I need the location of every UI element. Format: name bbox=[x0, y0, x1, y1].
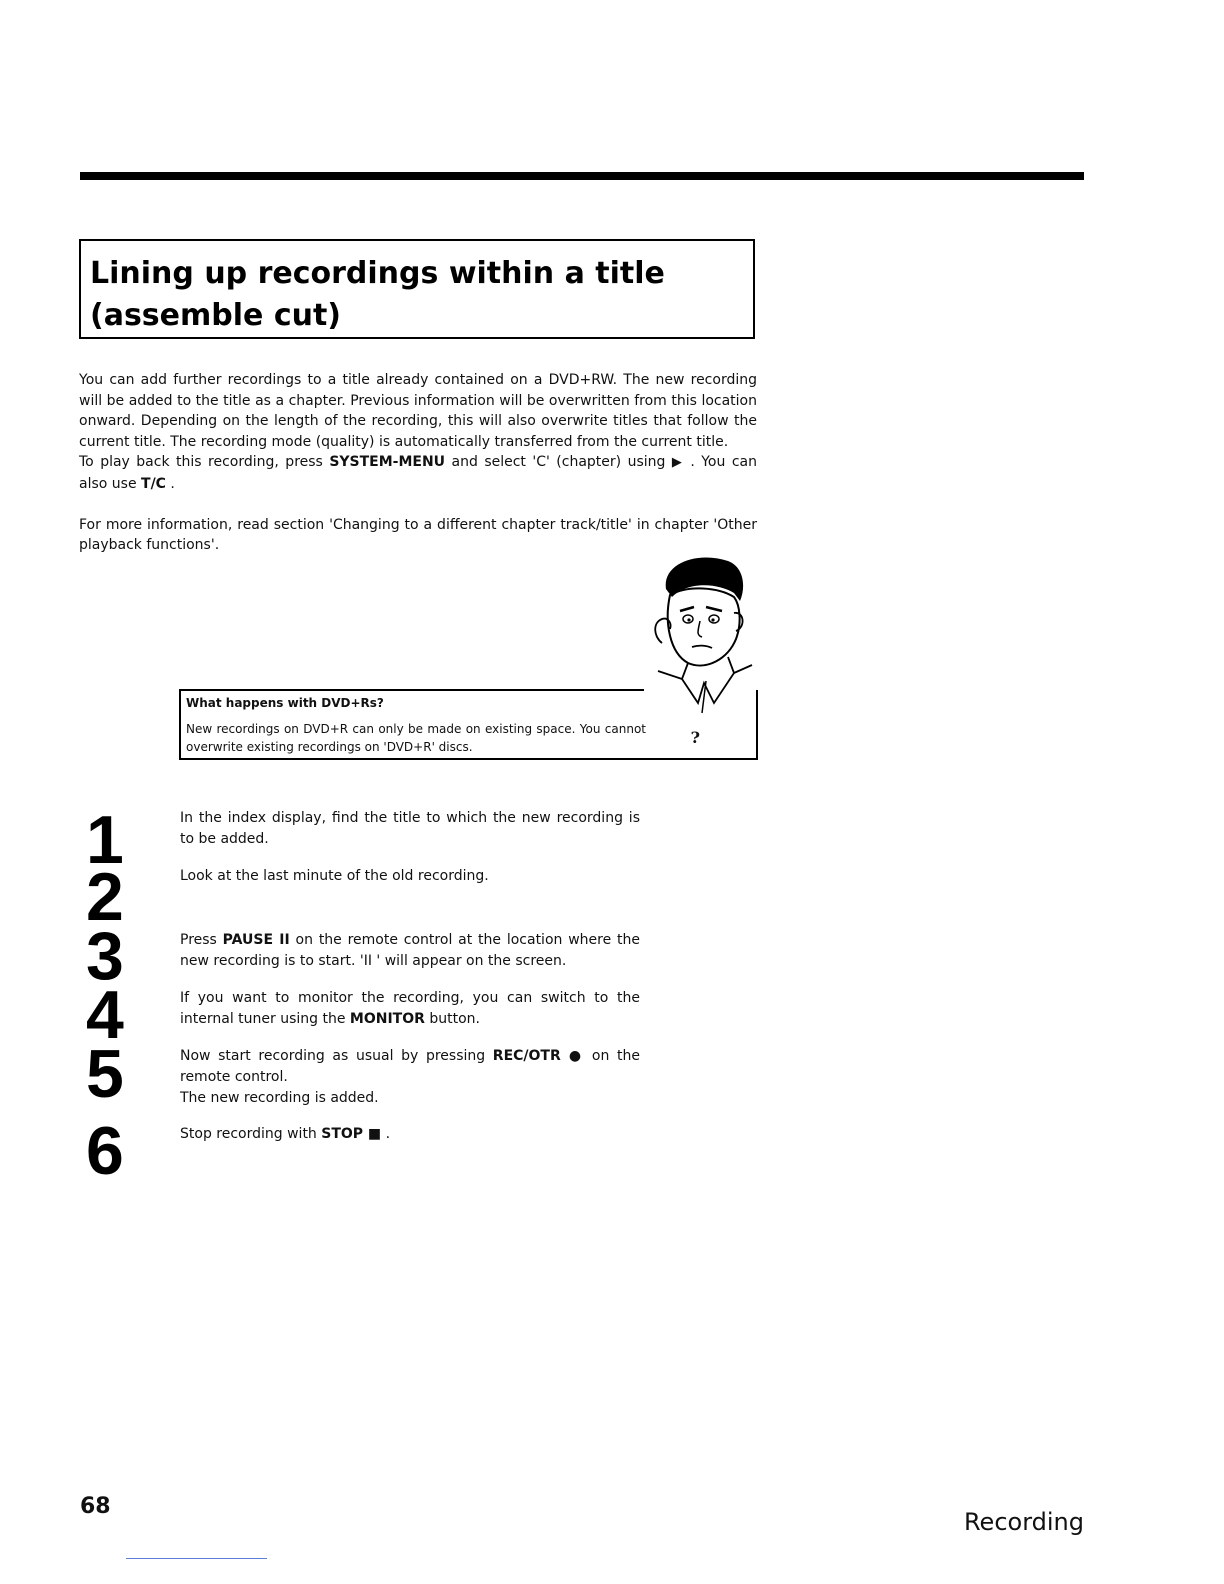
footer-underline bbox=[126, 1558, 267, 1559]
section-label: Recording bbox=[963, 1508, 1084, 1536]
question-mark-icon: ? bbox=[690, 728, 700, 747]
step-text-3 bbox=[180, 930, 640, 972]
step-number-2: 2 bbox=[86, 859, 124, 935]
intro-paragraph-1: You can add further recordings to a title already contained on a DVD+RW. The new recording will be added to the title as a chapter. Previous information will be overwritten from this location onward. Depending on the length of the recording, this will also overwrite titles that follow the current title. The recording mode (quality) is automatically transferred from the current title. bbox=[79, 372, 757, 450]
intro-text-run: . bbox=[165, 475, 175, 492]
top-rule bbox=[80, 172, 1084, 180]
step-text-5 bbox=[180, 1046, 640, 1109]
intro-paragraph-2 bbox=[79, 452, 757, 494]
step-text-4 bbox=[180, 988, 640, 1030]
tc-key: T/C bbox=[141, 475, 166, 492]
step-text-run: on the remote control. bbox=[180, 1048, 640, 1085]
tip-title: What happens with DVD+Rs? bbox=[186, 696, 384, 710]
intro-text-run: and select 'C' (chapter) using bbox=[445, 454, 672, 471]
step-5-paragraph bbox=[180, 1046, 640, 1088]
step-number-4: 4 bbox=[86, 977, 124, 1053]
intro-text bbox=[79, 370, 757, 556]
step-text-run: on the remote control at the location where the new recording is to start. 'II ' will appear on the screen. bbox=[180, 932, 640, 969]
step-number-5: 5 bbox=[86, 1036, 124, 1112]
intro-text-run: . You can also use bbox=[79, 454, 757, 492]
system-menu-key: SYSTEM-MENU bbox=[329, 454, 446, 471]
step-5-result: The new recording is added. bbox=[180, 1090, 379, 1106]
page-title-line-2: (assemble cut) bbox=[90, 298, 342, 333]
step-text-run: Now start recording as usual by pressing bbox=[180, 1048, 493, 1064]
step-text-run: . bbox=[381, 1126, 391, 1142]
pause-key: PAUSE II bbox=[222, 932, 290, 948]
tip-text: New recordings on DVD+R can only be made on existing space. You cannot overwrite existing recordings on 'DVD+R' discs. bbox=[186, 722, 646, 754]
stop-key: STOP ■ bbox=[321, 1126, 382, 1142]
step-number-6: 6 bbox=[86, 1113, 124, 1189]
page-title bbox=[81, 241, 753, 337]
play-arrow-icon: ▶ bbox=[671, 455, 684, 471]
step-text-6 bbox=[180, 1124, 640, 1145]
step-text-2: Look at the last minute of the old recording. bbox=[180, 868, 489, 884]
step-text-run: If you want to monitor the recording, you can switch to the internal tuner using the bbox=[180, 990, 640, 1027]
tip-box bbox=[179, 690, 758, 760]
step-text-1: In the index display, find the title to which the new recording is to be added. bbox=[180, 810, 640, 847]
monitor-key: MONITOR bbox=[349, 1011, 425, 1027]
page-number: 68 bbox=[80, 1494, 111, 1519]
intro-text-run: To play back this recording, press bbox=[79, 454, 330, 471]
rec-otr-key: REC/OTR ● bbox=[492, 1048, 585, 1064]
step-text-run: Press bbox=[180, 932, 223, 948]
intro-paragraph-3: For more information, read section 'Changing to a different chapter track/title' in chapter 'Other playback functions'. bbox=[79, 516, 757, 554]
step-number-3: 3 bbox=[86, 918, 124, 994]
step-number-1: 1 bbox=[86, 802, 124, 878]
step-text-run: Stop recording with bbox=[180, 1126, 322, 1142]
title-box bbox=[79, 239, 755, 339]
step-text-run: button. bbox=[424, 1011, 480, 1027]
page-title-line-1: Lining up recordings within a title bbox=[90, 256, 665, 291]
